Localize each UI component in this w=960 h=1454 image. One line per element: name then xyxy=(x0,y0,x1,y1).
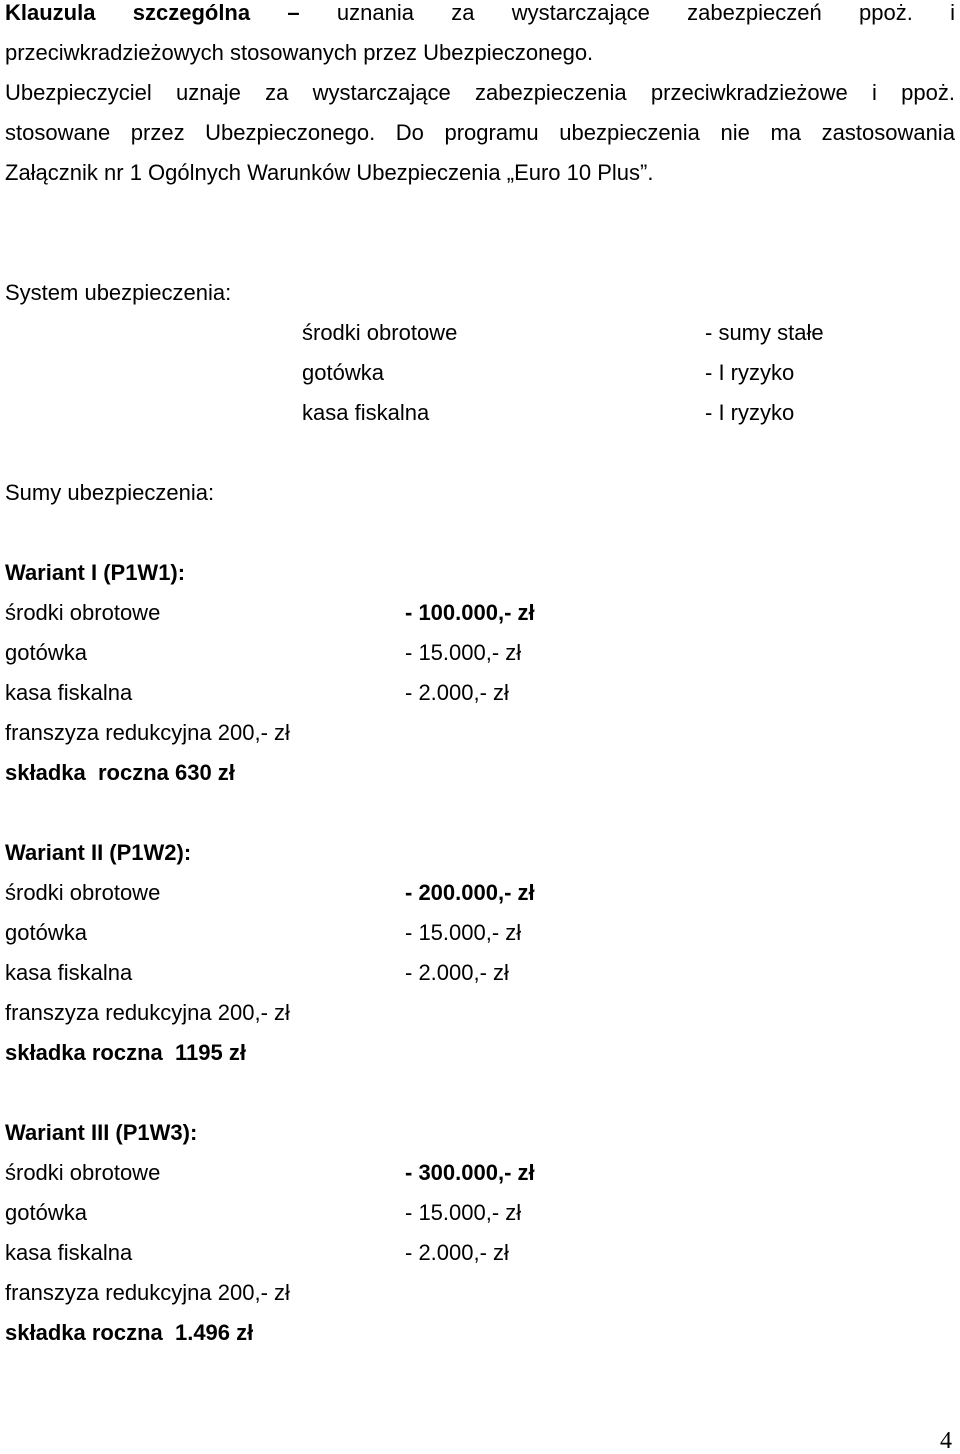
system-item: środki obrotowe xyxy=(302,320,458,345)
variant-premium: składka roczna 1195 zł xyxy=(5,1040,246,1065)
variant-row-value: - 300.000,- zł xyxy=(405,1160,535,1185)
clause-line-1 xyxy=(5,0,955,26)
variant-row-value: - 200.000,- zł xyxy=(405,880,535,905)
clause-word: przeciwkradzieżowe xyxy=(650,80,848,105)
system-type: - I ryzyko xyxy=(705,360,795,385)
clause-word: za xyxy=(265,80,289,105)
clause-word: zabezpieczeń xyxy=(687,0,822,25)
clause-word: nie xyxy=(720,120,750,145)
variant-title: Wariant III (P1W3): xyxy=(5,1120,198,1145)
variant-title: Wariant I (P1W1): xyxy=(5,560,186,585)
clause-title-word: Klauzula xyxy=(5,0,96,25)
variant-row-label: gotówka xyxy=(5,920,87,945)
sums-label: Sumy ubezpieczenia: xyxy=(5,480,215,505)
variant-row-label: środki obrotowe xyxy=(5,600,161,625)
variant-row-value: - 15.000,- zł xyxy=(405,640,522,665)
variant-row-label: kasa fiskalna xyxy=(5,680,133,705)
system-label: System ubezpieczenia: xyxy=(5,280,232,305)
variant-premium: składka roczna 1.496 zł xyxy=(5,1320,254,1345)
clause-word: uznania xyxy=(336,0,414,25)
page-number: 4 xyxy=(940,1428,952,1454)
clause-word: ppoż. xyxy=(901,80,955,105)
clause-word: programu xyxy=(444,120,539,145)
variant-row-value: - 2.000,- zł xyxy=(405,960,509,985)
clause-word: stosowane xyxy=(5,120,111,145)
clause-word: Ubezpieczonego. xyxy=(205,120,376,145)
variant-row-value: - 2.000,- zł xyxy=(405,680,509,705)
clause-line-4 xyxy=(5,120,955,146)
variant-premium: składka roczna 630 zł xyxy=(5,760,235,785)
variant-row-label: środki obrotowe xyxy=(5,880,161,905)
clause-line-3 xyxy=(5,80,955,106)
variant-row-value: - 15.000,- zł xyxy=(405,1200,522,1225)
clause-word: i xyxy=(950,0,955,25)
variant-row-label: gotówka xyxy=(5,640,87,665)
clause-word: i xyxy=(872,80,877,105)
variant-row-value: - 2.000,- zł xyxy=(405,1240,509,1265)
clause-line-2: przeciwkradzieżowych stosowanych przez Ubezpieczonego. xyxy=(5,40,594,65)
clause-line-5: Załącznik nr 1 Ogólnych Warunków Ubezpieczenia „Euro 10 Plus”. xyxy=(5,160,654,185)
variant-row-label: kasa fiskalna xyxy=(5,1240,133,1265)
variant-row-value: - 15.000,- zł xyxy=(405,920,522,945)
clause-word: zastosowania xyxy=(821,120,955,145)
system-type: - I ryzyko xyxy=(705,400,795,425)
variant-franchise: franszyza redukcyjna 200,- zł xyxy=(5,1000,290,1025)
variant-row-label: kasa fiskalna xyxy=(5,960,133,985)
system-item: kasa fiskalna xyxy=(302,400,430,425)
clause-word: wystarczające xyxy=(511,0,650,25)
clause-title-word: szczególna xyxy=(132,0,251,25)
clause-word: ubezpieczenia xyxy=(559,120,700,145)
clause-word: Ubezpieczyciel xyxy=(5,80,152,105)
system-type: - sumy stałe xyxy=(705,320,824,345)
clause-word: zabezpieczenia xyxy=(474,80,627,105)
clause-dash: – xyxy=(287,0,300,25)
variant-franchise: franszyza redukcyjna 200,- zł xyxy=(5,720,290,745)
clause-word: ma xyxy=(770,120,802,145)
variant-title: Wariant II (P1W2): xyxy=(5,840,192,865)
variant-row-label: gotówka xyxy=(5,1200,87,1225)
variant-row-value: - 100.000,- zł xyxy=(405,600,535,625)
clause-word: wystarczające xyxy=(312,80,451,105)
clause-word: uznaje xyxy=(175,80,241,105)
clause-word: Do xyxy=(395,120,424,145)
clause-word: za xyxy=(451,0,475,25)
clause-word: ppoż. xyxy=(858,0,913,25)
variant-franchise: franszyza redukcyjna 200,- zł xyxy=(5,1280,290,1305)
system-item: gotówka xyxy=(302,360,384,385)
clause-word: przez xyxy=(130,120,185,145)
variant-row-label: środki obrotowe xyxy=(5,1160,161,1185)
